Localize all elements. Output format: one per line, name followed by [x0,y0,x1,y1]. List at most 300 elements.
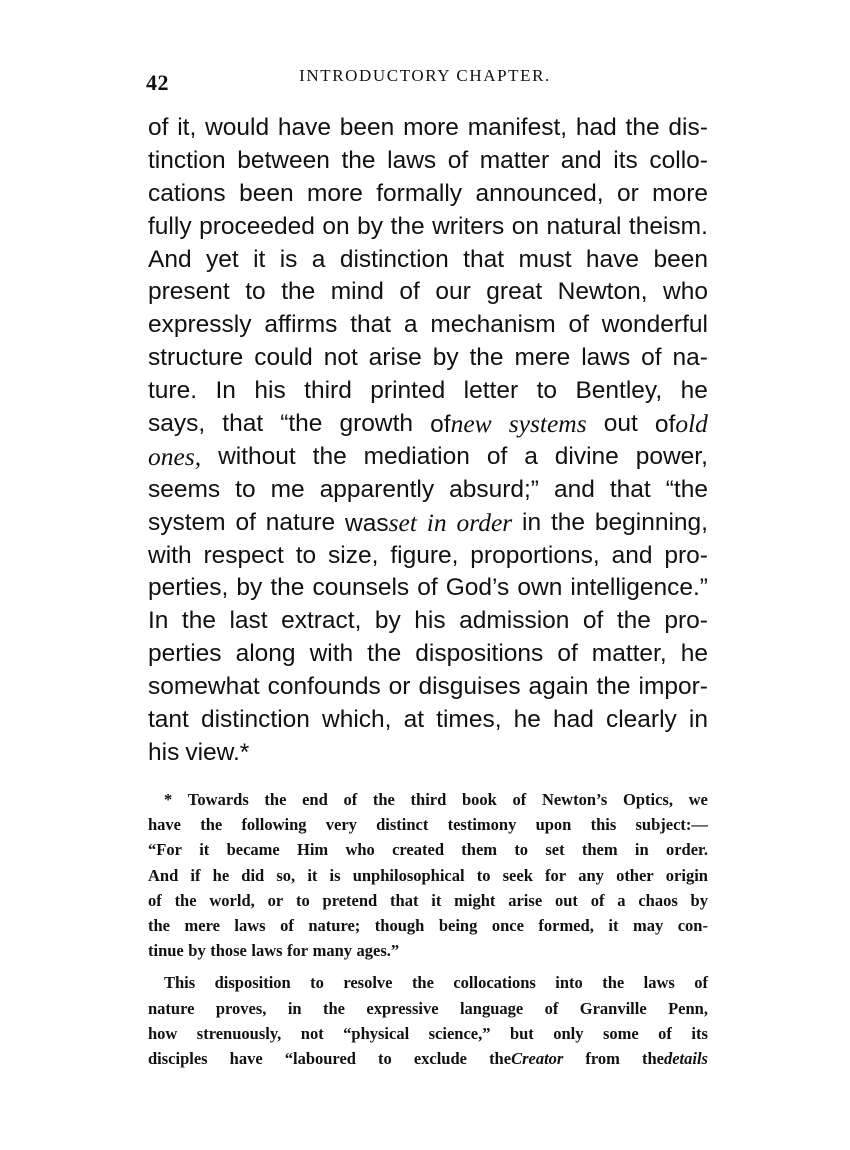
word: must [518,245,572,273]
word: a [524,442,538,470]
word: distinction [339,245,449,273]
word: me [270,475,305,503]
word: of [399,278,420,306]
word: wonderful [601,311,708,339]
body-line [148,145,708,178]
word: on [511,212,539,240]
word: nature [148,998,195,1018]
word: strenuously, [196,1023,282,1043]
word: matter, [591,640,667,668]
word: the [281,278,316,306]
word: pretend [322,890,378,910]
body-line [148,375,708,408]
word: Newton’s [541,790,608,809]
word: manifest, [467,114,568,141]
word: some [602,1023,639,1043]
word: by [690,890,708,910]
word: along [235,640,296,668]
word: seems [148,475,221,503]
word: In [215,377,236,405]
word: not [300,1023,324,1043]
word: unphilosophical [352,865,465,885]
word: any [578,865,604,885]
word: or [388,673,411,701]
word: it [307,865,318,885]
word: set [545,840,565,860]
word: by [188,941,206,961]
word: counsels [312,574,410,602]
body-line [148,605,708,638]
word: structure [148,344,244,372]
word: proceeded [199,212,315,240]
body-line [148,342,708,375]
word: for [545,865,567,885]
body-line [148,441,708,474]
body-line [148,704,708,737]
word: could [254,344,313,372]
word: of [641,344,662,372]
footnote-line [148,913,708,938]
word: third [410,790,447,809]
word: resolve [343,973,393,993]
body-line [148,244,708,277]
word: and [611,541,653,569]
word: of [544,998,559,1018]
body-line [148,276,708,309]
running-title: INTRODUCTORY CHAPTER. [299,66,551,85]
word: at [403,706,425,734]
word: its [613,146,638,174]
word: distinction [200,706,310,734]
footnote-line [148,938,708,963]
word: end [302,790,328,809]
word: disguises [418,673,521,701]
word: it, [177,114,197,141]
word: the [411,973,434,993]
word: the [616,607,651,635]
word: says, [148,410,206,438]
word: but [509,1023,534,1043]
word: or [267,890,284,910]
body-line [148,112,708,145]
word: of [582,607,604,635]
word: world, [209,890,255,910]
word: the [181,607,216,635]
word: is [279,245,298,273]
word: system [148,508,226,536]
word: been [653,245,708,273]
word: na- [672,344,708,372]
word: “laboured [284,1048,356,1068]
word: if [190,865,201,885]
word: its [691,1023,708,1043]
body-line [148,671,708,704]
word: natural [546,212,622,240]
word: great [486,278,543,306]
word: very [325,815,357,835]
word: fully [148,212,192,240]
word: that [609,475,651,503]
word: mind [330,278,384,306]
body-line [148,507,708,540]
word: theism. [628,212,708,240]
word: Him [297,840,329,860]
word: third [304,377,352,405]
word: ofold [654,409,708,439]
word: that [350,311,392,339]
word: to [310,973,324,993]
word: Towards [187,790,249,809]
footnote-line [148,863,708,888]
word: out [603,410,638,438]
body-line [148,638,708,671]
word: yet [205,245,239,273]
word: wasset [345,507,417,537]
word: to [378,1048,392,1068]
footnote-line [148,837,708,862]
word: those [210,941,247,961]
word: laws [387,146,437,174]
word: though [374,915,425,935]
word: figure, [390,541,459,569]
word: have [277,114,331,141]
word: subject:— [635,815,708,835]
word: it [199,840,210,860]
word: by [236,574,263,602]
word: announced, [475,179,604,207]
word: science,” [428,1023,491,1043]
word: his [414,607,446,635]
word: nature [265,508,336,536]
body-text [148,112,708,770]
word: cations [148,179,226,207]
word: tinction [148,146,226,174]
word: mere [184,915,220,935]
word: intelligence.” [570,574,708,602]
word: in [426,507,447,537]
word: the [312,442,347,470]
word: testimony [447,815,517,835]
word: arise [368,344,422,372]
body-line [148,540,708,573]
word: have [585,245,640,273]
word: and [553,475,595,503]
word: who [663,278,708,306]
word: view.* [185,738,250,766]
word: formed, [538,915,594,935]
word: it [431,890,442,910]
word: we [688,790,708,809]
word: distinct [376,815,429,835]
word: a [403,311,418,339]
word: in [522,508,542,536]
word: the [602,973,625,993]
word: “physical [343,1023,410,1043]
word: he [513,706,541,734]
word: “the [665,475,708,503]
word: mechanism [430,311,556,339]
word: chaos [638,890,678,910]
word: in [688,706,708,734]
word: upon [535,815,572,835]
word: between [237,146,330,174]
word: to [514,840,529,860]
word: to [245,278,266,306]
word: by [432,344,459,372]
word: seek [502,865,533,885]
word: of [512,790,527,809]
word: his [148,738,180,766]
word: growth [339,410,414,438]
word: out [554,890,578,910]
word: clearly [605,706,677,734]
word: only [553,1023,584,1043]
word: ofnew [430,409,492,439]
word: a [311,245,326,273]
word: which, [322,706,392,734]
word: may [632,915,664,935]
word: dispositions [415,640,544,668]
word: from [585,1048,620,1068]
word: last [229,607,268,635]
word: collocations [453,973,536,993]
word: perties, [148,574,229,602]
word: more [403,114,459,141]
word: of [557,640,578,668]
word: by [357,212,384,240]
word: writers [432,212,505,240]
word: not [323,344,358,372]
word: the [372,790,395,809]
word: that [222,410,264,438]
word: pro- [664,541,708,569]
word: of [486,442,508,470]
word: might [454,890,496,910]
word: is [329,865,341,885]
word: them [581,840,618,860]
footnote-line [148,812,708,837]
word: of [658,1023,672,1043]
word: Optics, [623,790,673,809]
word: created [392,840,444,860]
word: he [212,865,230,885]
page-number: 42 [146,70,169,95]
footnote-line [148,996,708,1021]
word: more [307,179,363,207]
word: the [550,508,586,536]
word: mere [514,344,571,372]
word: origin [665,865,708,885]
body-line [148,178,708,211]
footnote-line [148,787,708,812]
word: This [164,973,196,993]
word: book [461,790,497,809]
word: them [461,840,498,860]
word: the [264,790,287,809]
word: this [590,815,617,835]
word: present [148,278,230,306]
word: of [148,890,162,910]
word: would [205,114,270,141]
word: dis- [668,114,708,141]
word: with [148,541,192,569]
word: thedetails [641,1048,708,1068]
word: many [312,941,353,961]
word: he [680,640,708,668]
word: theCreator [489,1048,564,1068]
footnote-line [148,1021,708,1046]
word: the [625,114,660,141]
word: In [148,607,169,635]
word: by [374,607,401,635]
word: the [200,815,223,835]
word: so, [276,865,296,885]
word: apparently [319,475,435,503]
word: being [438,915,478,935]
word: on [322,212,350,240]
word: proportions, [470,541,600,569]
word: order [456,507,513,537]
word: mediation [363,442,470,470]
word: arise [508,890,543,910]
word: somewhat [148,673,260,701]
word: ages.” [356,941,400,961]
body-line [148,408,708,441]
word: Newton, [557,278,648,306]
word: And [148,245,192,273]
word: of [417,574,438,602]
word: disciples [148,1048,208,1068]
body-line [148,211,708,244]
word: laws [234,915,266,935]
word: of [343,790,358,809]
word: became [226,840,280,860]
word: Bentley, [575,377,663,405]
word: divine [554,442,619,470]
word: to [235,475,256,503]
word: the [390,212,425,240]
word: how [148,1023,178,1043]
word: tinue [148,941,184,961]
word: he [680,377,708,405]
word: the [270,574,305,602]
word: ones, [148,441,202,471]
word: have [148,815,181,835]
word: again [528,673,589,701]
word: con- [677,915,708,935]
body-line [148,737,708,770]
word: did [241,865,265,885]
word: times, [436,706,502,734]
word: to [536,377,558,405]
word: size, [328,541,379,569]
word: that [390,890,419,910]
word: of [280,915,294,935]
word: impor- [638,673,708,701]
word: our [435,278,471,306]
word: expressly [148,311,252,339]
word: had [575,114,617,141]
word: ture. [148,377,198,405]
word: of [447,146,469,174]
word: and [560,146,602,174]
word: of [568,311,589,339]
word: respect [203,541,284,569]
word: without [218,442,296,470]
word: other [616,865,654,885]
word: of [148,114,169,141]
word: Penn, [668,998,708,1018]
word: pro- [664,607,708,635]
word: it [608,915,619,935]
word: formally [376,179,463,207]
word: to [295,890,310,910]
word: of [694,973,708,993]
word: exclude [413,1048,467,1068]
word: or [616,179,639,207]
word: collo- [649,146,708,174]
footnote-line [148,888,708,913]
word: the [174,890,197,910]
word: the [367,640,402,668]
word: printed [370,377,446,405]
word: it [253,245,266,273]
word: confounds [267,673,381,701]
word: disposition [214,973,291,993]
word: had [552,706,594,734]
word: been [239,179,294,207]
word: perties [148,640,222,668]
word: Granville [579,998,647,1018]
word: expressive [366,998,439,1018]
word: language [459,998,524,1018]
word: the [469,344,504,372]
word: “the [280,410,323,438]
body-line [148,474,708,507]
word: with [309,640,354,668]
footnote-line [148,970,708,995]
word: “For [148,840,182,860]
word: the [323,998,346,1018]
word: order. [665,840,708,860]
word: absurd;” [449,475,539,503]
word: of [590,890,605,910]
body-line [148,309,708,342]
word: God’s [445,574,510,602]
footnote-line [148,1046,708,1071]
word: laws [251,941,283,961]
word: laws [643,973,675,993]
word: of [235,508,256,536]
word: been [339,114,395,141]
word: letter [463,377,519,405]
word: in [634,840,649,860]
word: the [596,673,631,701]
word: for [287,941,309,961]
word: to [476,865,491,885]
word: beginning, [594,508,708,536]
word: tant [148,706,189,734]
word: own [517,574,563,602]
word: And [148,865,179,885]
word: into [555,973,583,993]
word: a [617,890,626,910]
word: that [463,245,505,273]
word: have [229,1048,263,1068]
word: his [254,377,286,405]
word: to [295,541,317,569]
word: who [345,840,375,860]
